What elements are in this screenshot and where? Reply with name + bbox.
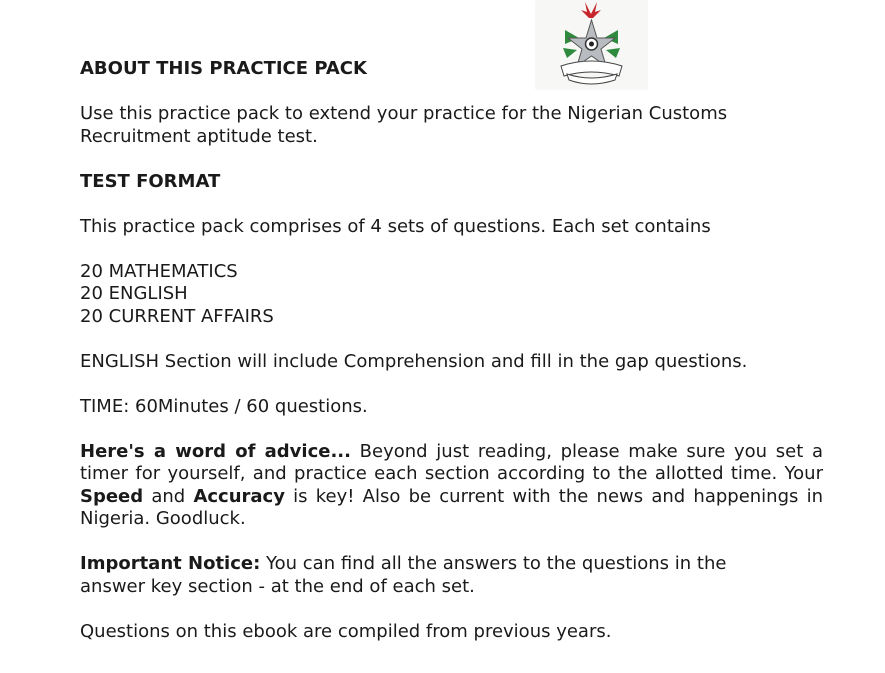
format-heading: TEST FORMAT: [80, 170, 221, 192]
time-limit: TIME: 60Minutes / 60 questions.: [80, 395, 368, 417]
format-intro: This practice pack comprises of 4 sets of questions. Each set contains: [80, 215, 711, 237]
speed-keyword: Speed: [80, 485, 144, 507]
important-notice: [80, 553, 790, 598]
accuracy-keyword: Accuracy: [193, 485, 285, 507]
advice-lead: Here's a word of advice...: [80, 440, 351, 462]
advice-and: and: [143, 485, 194, 507]
format-item-mathematics: 20 MATHEMATICS: [80, 260, 238, 282]
notice-lead: Important Notice:: [80, 553, 261, 574]
about-body: Use this practice pack to extend your practice for the Nigerian Customs Recruitment aptitude test.: [80, 103, 728, 147]
advice-text-1: Beyond just reading, please make sure you set a timer for yourself, and practice each section according to the allotted time. Your: [80, 440, 823, 484]
advice-text-2: is key! Also be current with the news and happenings in Nigeria. Goodluck.: [80, 485, 824, 529]
compilation-note: Questions on this ebook are compiled from previous years.: [80, 620, 612, 642]
english-section-note: ENGLISH Section will include Comprehension and fill in the gap questions.: [80, 350, 748, 372]
format-item-current-affairs: 20 CURRENT AFFAIRS: [80, 305, 274, 327]
practice-pack-intro: [80, 58, 823, 643]
advice-paragraph: [80, 441, 823, 531]
about-heading: ABOUT THIS PRACTICE PACK: [80, 58, 367, 79]
notice-text: You can find all the answers to the questions in the answer key section - at the end of each set.: [80, 553, 727, 597]
format-item-english: 20 ENGLISH: [80, 283, 188, 304]
